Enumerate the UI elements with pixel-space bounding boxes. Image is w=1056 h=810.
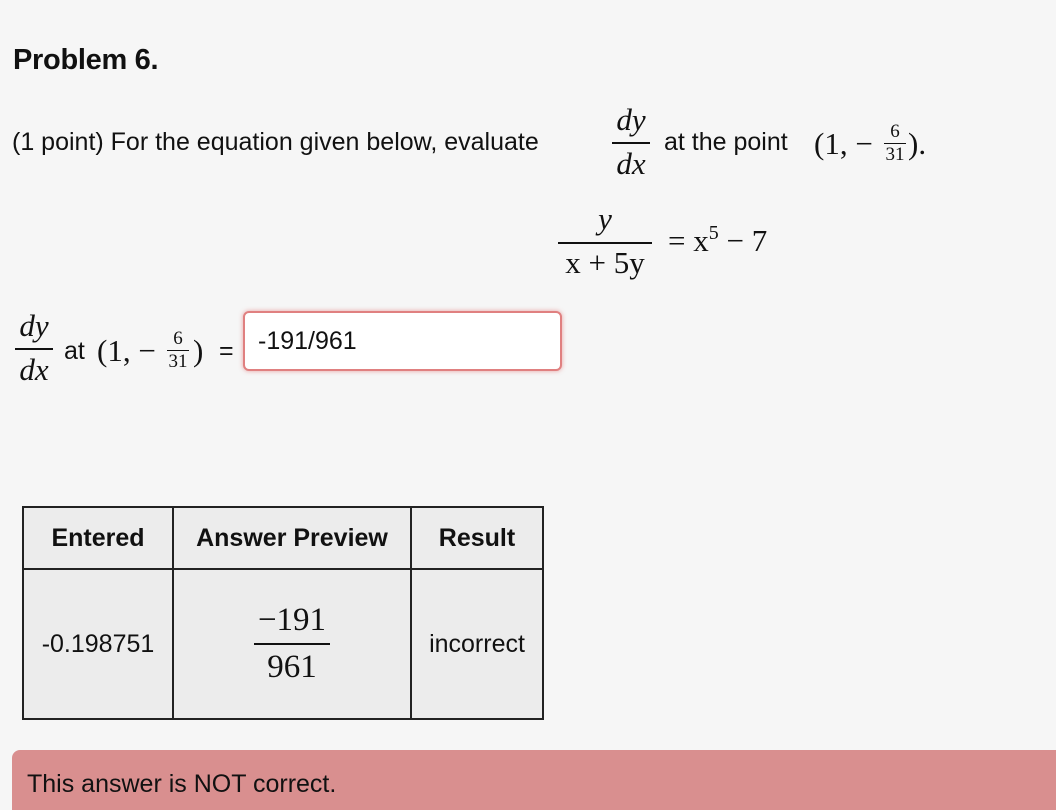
answer-preview-cell (173, 569, 411, 719)
point-close: ). (908, 126, 927, 161)
point-frac-denominator: 31 (885, 144, 905, 165)
answer-derivative-numerator: dy (19, 308, 49, 343)
point-open: (1, − (814, 126, 873, 161)
results-table (22, 506, 544, 720)
fraction-bar (558, 242, 652, 244)
answer-point-open: (1, − (97, 333, 156, 368)
answer-derivative-denominator: dx (19, 352, 49, 387)
equation-rhs-prefix: = x (668, 223, 709, 258)
answer-point-y-fraction (167, 329, 189, 371)
fraction-bar (254, 643, 330, 645)
equation-lhs-numerator: y (598, 201, 612, 236)
fraction-bar (15, 348, 53, 350)
entered-value: -0.198751 (23, 569, 173, 719)
answer-preview-fraction (258, 604, 326, 684)
answer-point-frac-numerator: 6 (173, 328, 183, 349)
table-row (23, 569, 543, 719)
header-answer-preview: Answer Preview (173, 507, 411, 569)
fraction-bar (612, 142, 650, 144)
equation-rhs (668, 222, 767, 259)
result-status: incorrect (411, 569, 543, 719)
point-y-fraction (884, 122, 906, 164)
derivative-numerator: dy (616, 102, 646, 137)
answer-point-close: ) (193, 333, 204, 368)
answer-derivative-fraction (15, 310, 53, 385)
problem-title: Problem 6. (13, 44, 159, 76)
point-frac-numerator: 6 (890, 121, 900, 142)
answer-equals-sign: = (219, 337, 234, 365)
answer-point-frac-denominator: 31 (168, 351, 188, 372)
derivative-fraction (612, 104, 650, 179)
feedback-banner (12, 750, 1056, 810)
answer-at-label: at (64, 337, 85, 365)
preview-numerator: −191 (257, 602, 327, 638)
derivative-denominator: dx (616, 146, 646, 181)
equation-rhs-exponent: 5 (708, 222, 719, 244)
answer-input[interactable] (243, 311, 562, 371)
feedback-message: This answer is NOT correct. (27, 770, 337, 798)
preview-denominator: 961 (267, 649, 317, 685)
at-the-point-text: at the point (664, 128, 788, 156)
header-result: Result (411, 507, 543, 569)
problem-intro-text: (1 point) For the equation given below, evaluate (12, 128, 539, 156)
equation-lhs-denominator: x + 5y (565, 245, 645, 280)
equation-lhs-fraction (558, 203, 652, 278)
header-entered: Entered (23, 507, 173, 569)
equation-rhs-suffix: − 7 (718, 223, 768, 258)
results-header-row (23, 507, 543, 569)
